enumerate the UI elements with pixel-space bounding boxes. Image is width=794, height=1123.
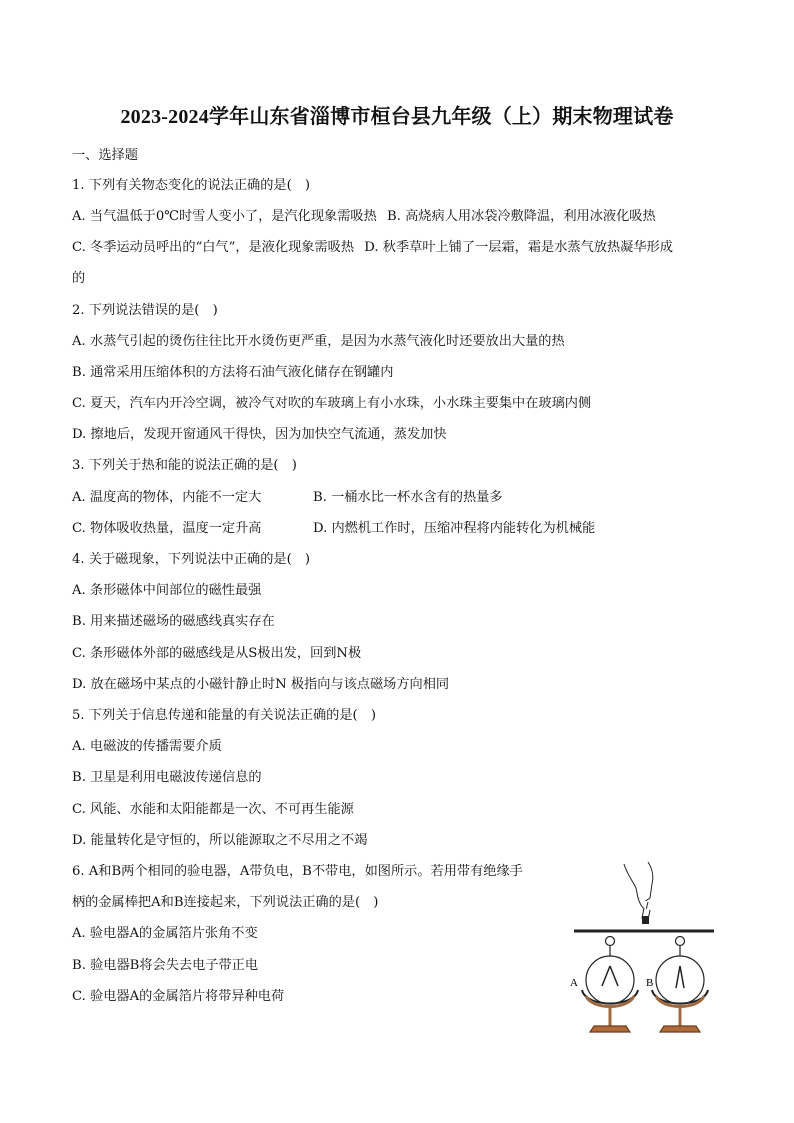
question-1-options-cd [72,239,673,257]
question-1-option-d: D. 秋季草叶上铺了一层霜，霜是水蒸气放热凝华形成 [364,240,673,255]
electroscope-a [582,937,638,1033]
question-1-options-ab [72,208,656,226]
question-5-option-c: C. 风能、水能和太阳能都是一次、不可再生能源 [72,802,354,817]
page-title: 2023-2024学年山东省淄博市桓台县九年级（上）期末物理试卷 [120,106,674,128]
electroscope-b [652,937,708,1033]
question-4-option-d: D. 放在磁场中某点的小磁针静止时N 极指向与该点磁场方向相同 [72,677,450,692]
question-6-option-c: C. 验电器A的金属箔片将带异种电荷 [72,989,285,1004]
question-1-option-a: A. 当气温低于0℃时雪人变小了，是汽化现象需吸热 [72,209,377,224]
hand-icon [624,862,653,920]
question-3-options-ab [72,489,722,507]
question-3-option-b: B. 一桶水比一杯水含有的热量多 [313,490,503,505]
question-2-option-b: B. 通常采用压缩体积的方法将石油气液化储存在钢罐内 [72,365,394,380]
question-3-options-cd [72,520,722,538]
question-3-stem: 3. 下列关于热和能的说法正确的是( ) [72,458,297,473]
question-3-option-c: C. 物体吸收热量，温度一定升高 [72,521,262,536]
question-2-option-a: A. 水蒸气引起的烫伤往往比开水烫伤更严重，是因为水蒸气液化时还要放出大量的热 [72,334,565,349]
question-1-option-b: B. 高烧病人用冰袋冷敷降温，利用冰液化吸热 [387,209,656,224]
question-2-option-c: C. 夏天，汽车内开冷空调，被冷气对吹的车玻璃上有小水珠，小水珠主要集中在玻璃内侧 [72,396,592,411]
question-5-option-a: A. 电磁波的传播需要介质 [72,739,222,754]
question-2-stem: 2. 下列说法错误的是( ) [72,303,218,318]
label-a: A [570,977,578,989]
question-2-option-d: D. 擦地后，发现开窗通风干得快，因为加快空气流通，蒸发加快 [72,427,447,442]
question-5-stem: 5. 下列关于信息传递和能量的有关说法正确的是( ) [72,708,376,723]
section-heading: 一、选择题 [72,148,138,163]
question-6-stem-line-2: 柄的金属棒把A和B连接起来，下列说法正确的是( ) [72,895,379,910]
question-4-option-a: A. 条形磁体中间部位的磁性最强 [72,583,262,598]
insulated-handle [642,916,649,924]
question-6-option-b: B. 验电器B将会失去电子带正电 [72,958,259,973]
question-1-option-d-continued: 的 [72,271,86,286]
label-b: B [646,977,654,989]
electroscope-figure [568,858,718,1043]
question-3-option-a: A. 温度高的物体，内能不一定大 [72,490,262,505]
question-5-option-d: D. 能量转化是守恒的，所以能源取之不尽用之不竭 [72,833,368,848]
question-4-stem: 4. 关于磁现象，下列说法中正确的是( ) [72,552,311,567]
question-5-option-b: B. 卫星是利用电磁波传递信息的 [72,770,262,785]
question-6-stem-line-1: 6. A和B两个相同的验电器，A带负电，B不带电，如图所示。若用带有绝缘手 [72,864,523,879]
question-6-option-a: A. 验电器A的金属箔片张角不变 [72,926,258,941]
question-4-option-b: B. 用来描述磁场的磁感线真实存在 [72,614,275,629]
question-1-option-c: C. 冬季运动员呼出的“白气”，是液化现象需吸热 [72,240,355,255]
question-3-option-d: D. 内燃机工作时，压缩冲程将内能转化为机械能 [313,521,596,536]
question-4-option-c: C. 条形磁体外部的磁感线是从S极出发，回到N极 [72,646,362,661]
question-1-stem: 1. 下列有关物态变化的说法正确的是( ) [72,178,311,193]
